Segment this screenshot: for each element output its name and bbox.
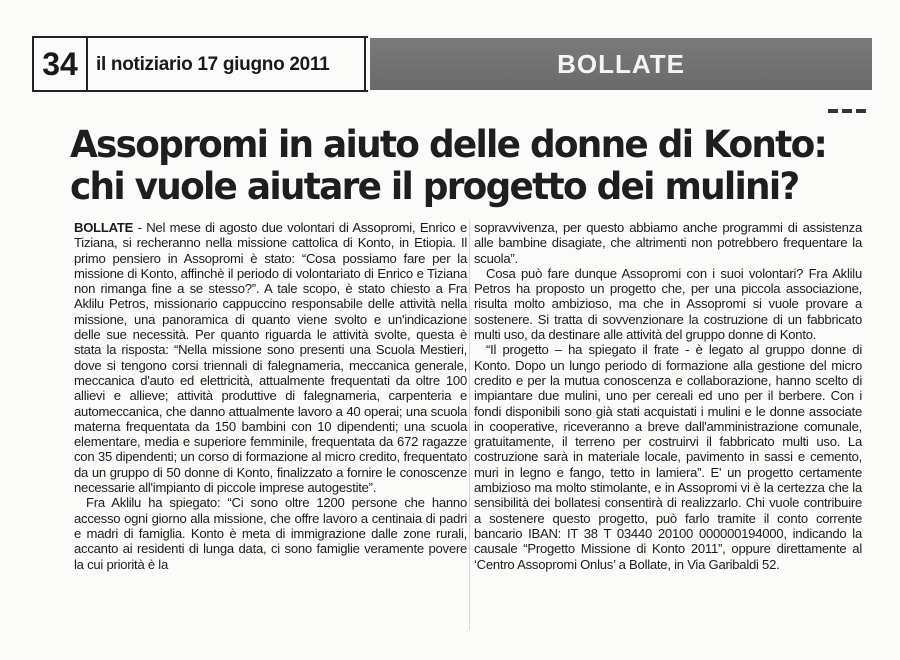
article-column-right — [474, 220, 862, 572]
article-paragraph — [74, 220, 467, 495]
section-banner — [370, 38, 872, 90]
masthead-rule — [364, 36, 366, 92]
publication-date: il notiziario 17 giugno 2011 — [96, 54, 330, 75]
headline-line-2: chi vuole aiutare il progetto dei mulini? — [70, 165, 799, 208]
page-number: 34 — [32, 36, 88, 92]
section-label: BOLLATE — [557, 48, 685, 79]
masthead-rule — [88, 90, 368, 92]
masthead — [30, 32, 872, 96]
decorative-dashes — [828, 100, 888, 104]
article-column-left — [74, 220, 467, 572]
article-headline — [70, 124, 827, 208]
column-divider — [469, 220, 470, 630]
article-paragraph: sopravvivenza, per questo abbiamo anche programmi di assistenza alle bambine disagiate, che altrimenti non potrebbero frequentare la scuola”. — [474, 220, 862, 266]
dateline: BOLLATE — [74, 220, 134, 235]
paragraph-text: - Nel mese di agosto due volontari di Assopromi, Enrico e Tiziana, si recheranno nella missione cattolica di Konto, in Etiopia. Il primo pensiero in Assopromi è stato: “Cosa possiamo fare per la missione di Konto, affinchè il periodo di volontariato di Enrico e Tiziana non rimanga fine a se stesso?”. A tale scopo, è stato chiesto a Fra Aklilu Petros, missionario cappuccino responsabile delle attività nella missione, una panoramica di quanto viene svolto e un'indicazione delle sue necessità. Per quanto riguarda le attività svolte, questa è stata la risposta: “Nella missione sono presenti una Scuola Mestieri, dove si tengono corsi triennali di falegnameria, meccanica generale, meccanica d'auto ed elettricità, attualmente frequentati da oltre 100 allievi e allieve; attività produttive di falegnameria, carpenteria e automeccanica, che danno attualmente lavoro a 40 operai; una scuola materna frequentata da 150 bambini con 10 dipendenti; una scuola elementare, media e superiore femminile, frequentata da 672 ragazze con 35 dipendenti; un corso di formazione al micro credito, frequentato da un gruppo di 50 donne di Konto, finalizzato a fornire le conoscenze necessarie all'impianto di piccole imprese autogestite”. — [74, 220, 467, 496]
article-paragraph: Fra Aklilu ha spiegato: “Ci sono oltre 1200 persone che hanno accesso ogni giorno alla missione, che offre lavoro a centinaia di padri e madri di famiglia. Konto è meta di immigrazione dalle zone rurali, accanto ai residenti di lunga data, ci sono famiglie veramente povere la cui priorità è la — [74, 495, 467, 572]
headline-line-1: Assopromi in aiuto delle donne di Konto: — [70, 123, 827, 166]
masthead-rule — [88, 36, 368, 38]
article-paragraph: Cosa può fare dunque Assopromi con i suoi volontari? Fra Aklilu Petros ha proposto un progetto che, per una piccola associazione, risulta molto ambizioso, ma che in Assopromi si vuole provare a sostenere. Si tratta di sovvenzionare la costruzione di un fabbricato multi uso, da destinare alle attività del gruppo donne di Konto. — [474, 265, 862, 343]
article-paragraph: “Il progetto – ha spiegato il frate - è legato al gruppo donne di Konto. Dopo un lungo periodo di formazione alla gestione del micro credito e per la mutua conoscenza e collaborazione, hanno scelto di impiantare due mulini, uno per cereali ed uno per il berbere. Con i fondi disponibili sono già stati acquistati i mulini e le donne associate in cooperative, riceveranno a breve dall'amministrazione comunale, gratuitamente, il terreno per costruirvi il fabbricato multi uso. La costruzione sarà in materiale locale, pavimento in sassi e cemento, muri in legno e fango, tetto in lamiera”. E' un progetto certamente ambizioso ma molto stimolante, e in Assopromi vi è la certezza che la sensibilità dei bollatesi consentirà di realizzarlo. Chi vuole contribuire a sostenere questo progetto, può farlo tramite il conto corrente bancario IBAN: IT 38 T 03440 20100 000000194000, indicando la causale “Progetto Missione di Konto 2011”, oppure direttamente al ‘Centro Assopromi Onlus’ a Bollate, in Via Garibaldi 52. — [474, 342, 862, 572]
